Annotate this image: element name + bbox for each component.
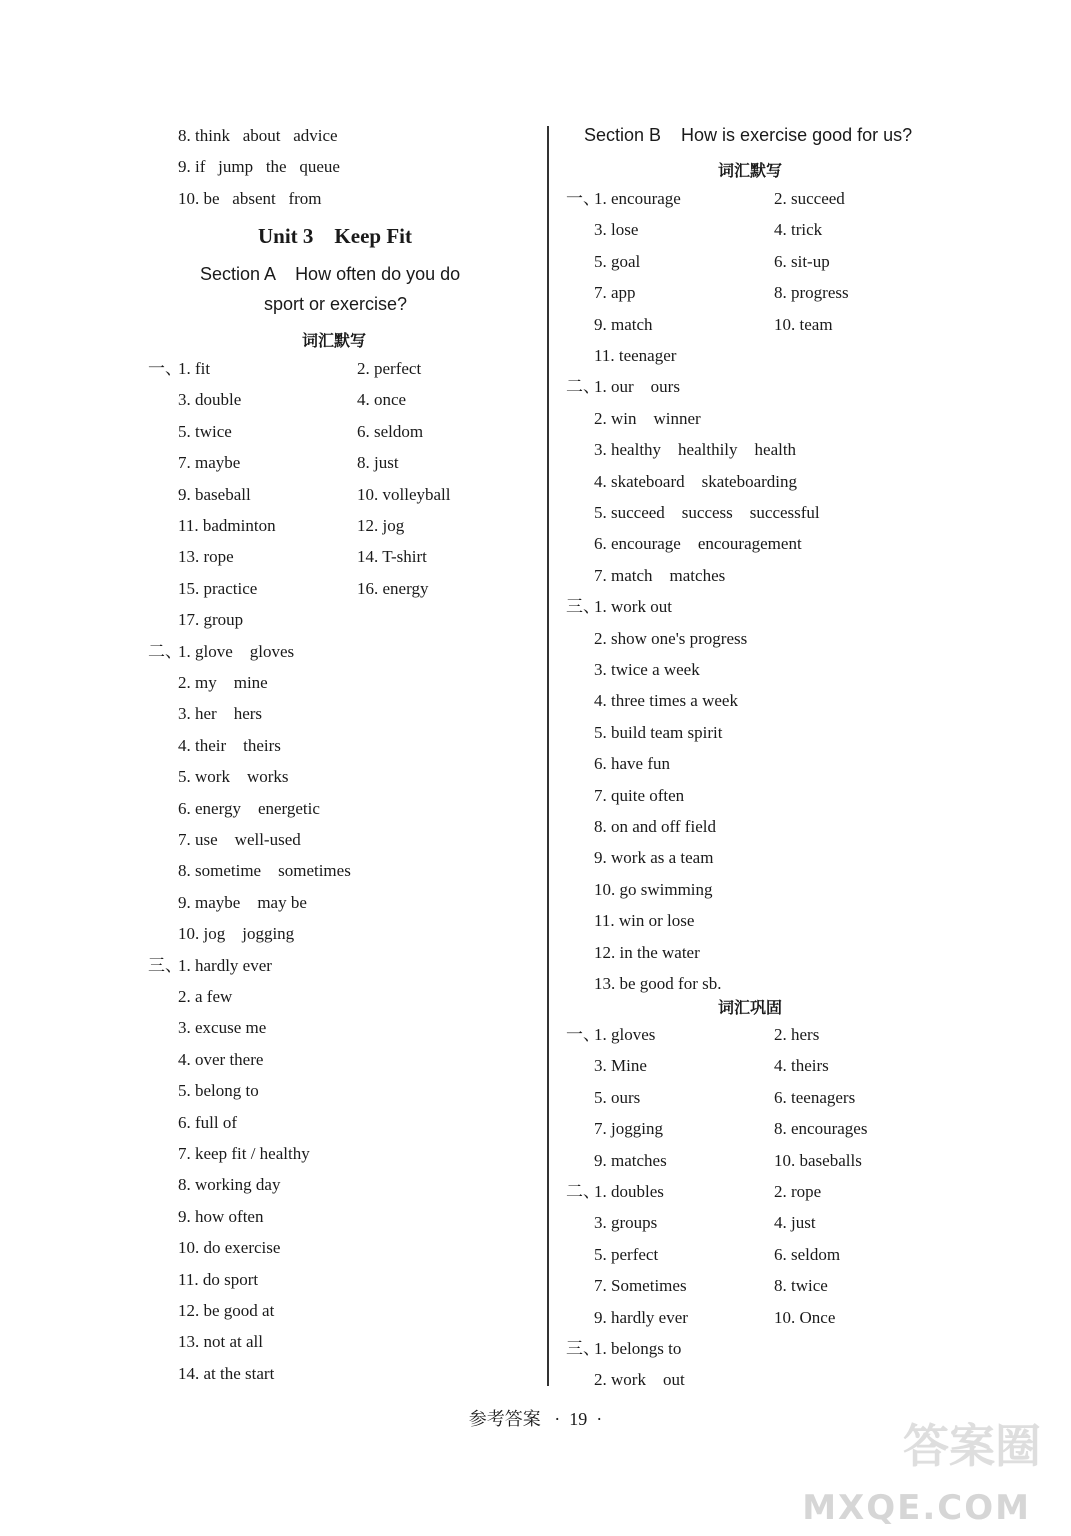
list-item: 6. encourage encouragement	[594, 534, 802, 554]
list-item: 3. twice a week	[594, 660, 700, 679]
list-item: 10. volleyball	[357, 484, 451, 504]
list-item: 6. seldom	[774, 1244, 841, 1264]
footer-dot-right: ·	[596, 1409, 603, 1429]
list-item: 1. fit	[178, 359, 211, 378]
list-item: 13. be good for sb.	[594, 974, 722, 993]
list-item: 3. her hers	[178, 704, 263, 724]
list-item: 10. go swimming	[594, 879, 713, 899]
list-item: 9. maybe may be	[178, 892, 307, 912]
list-item: 2. a few	[178, 987, 233, 1006]
list-item: 3. excuse me	[178, 1018, 267, 1038]
part-label: 二、	[566, 377, 600, 397]
list-item: 10. team	[774, 314, 833, 334]
list-item: 10. be absent from	[178, 188, 322, 208]
section-b-title: Section B How is exercise good for us?	[584, 125, 913, 145]
list-item: 9. hardly ever	[594, 1307, 688, 1327]
list-item: 7. match matches	[594, 565, 726, 585]
vocab-heading: 词汇默写	[302, 331, 367, 350]
list-item: 1. work out	[594, 597, 672, 617]
list-item: 2. work out	[594, 1370, 685, 1390]
list-item: 7. quite often	[594, 785, 685, 805]
list-item: 7. Sometimes	[594, 1276, 687, 1296]
list-item: 5. work works	[178, 767, 289, 787]
list-item: 2. perfect	[357, 359, 422, 378]
list-item: 8. encourages	[774, 1119, 868, 1139]
part-label: 二、	[148, 641, 182, 661]
list-item: 1. gloves	[594, 1025, 656, 1044]
list-item: 11. teenager	[594, 346, 677, 365]
list-item: 7. use well-used	[178, 830, 301, 849]
list-item: 7. app	[594, 283, 636, 303]
list-item: 11. do sport	[178, 1269, 259, 1289]
list-item: 15. practice	[178, 578, 258, 598]
list-item: 8. sometime sometimes	[178, 861, 351, 881]
list-item: 1. encourage	[594, 189, 681, 208]
list-item: 10. baseballs	[774, 1150, 862, 1170]
watermark-logo: 答案圈	[903, 1419, 1041, 1473]
list-item: 1. doubles	[594, 1182, 664, 1201]
list-item: 4. theirs	[774, 1056, 829, 1076]
list-item: 7. keep fit / healthy	[178, 1144, 310, 1163]
list-item: 8. just	[357, 453, 399, 473]
list-item: 4. once	[357, 390, 407, 410]
list-item: 9. if jump the queue	[178, 157, 340, 177]
list-item: 5. twice	[178, 421, 232, 441]
watermark-url: MXQE.COM	[802, 1488, 1031, 1528]
list-item: 2. win winner	[594, 408, 701, 428]
list-item: 8. progress	[774, 283, 849, 303]
list-item: 6. sit-up	[774, 251, 830, 271]
list-item: 8. think about advice	[178, 126, 338, 145]
section-a-title-cont: sport or exercise?	[264, 294, 408, 314]
list-item: 1. belongs to	[594, 1339, 682, 1358]
list-item: 7. jogging	[594, 1119, 663, 1139]
list-item: 4. three times a week	[594, 691, 738, 711]
list-item: 6. seldom	[357, 421, 424, 441]
list-item: 2. show one's progress	[594, 628, 748, 648]
list-item: 2. rope	[774, 1182, 822, 1201]
list-item: 6. energy energetic	[178, 798, 320, 818]
list-item: 9. baseball	[178, 484, 251, 504]
list-item: 9. match	[594, 314, 653, 334]
list-item: 13. rope	[178, 547, 234, 567]
list-item: 4. just	[774, 1213, 816, 1233]
section-a-title: Section A How often do you do	[200, 264, 461, 284]
footer-dot-left: ·	[554, 1409, 561, 1429]
list-item: 3. healthy healthily health	[594, 440, 797, 460]
list-item: 12. jog	[357, 516, 405, 535]
unit-title: Unit 3 Keep Fit	[258, 224, 412, 248]
part-label: 三、	[566, 597, 600, 617]
consolidate-heading: 词汇巩固	[718, 998, 783, 1017]
list-item: 5. perfect	[594, 1244, 659, 1264]
list-item: 4. their theirs	[178, 735, 281, 755]
list-item: 1. glove gloves	[178, 641, 295, 661]
list-item: 17. group	[178, 610, 244, 630]
list-item: 5. goal	[594, 251, 641, 271]
part-label: 一、	[566, 189, 600, 208]
part-label: 一、	[566, 1025, 600, 1044]
footer-label: 参考答案	[468, 1409, 541, 1429]
list-item: 8. twice	[774, 1276, 828, 1296]
list-item: 9. matches	[594, 1150, 667, 1170]
list-item: 3. lose	[594, 220, 639, 240]
list-item: 10. jog jogging	[178, 924, 295, 944]
list-item: 9. how often	[178, 1206, 264, 1226]
list-item: 1. hardly ever	[178, 955, 272, 975]
vocab-heading: 词汇默写	[718, 161, 783, 180]
page-number: 19	[569, 1409, 588, 1429]
list-item: 12. in the water	[594, 942, 700, 962]
list-item: 4. skateboard skateboarding	[594, 471, 797, 491]
column-divider	[547, 126, 549, 1386]
list-item: 3. Mine	[594, 1056, 647, 1076]
list-item: 1. our ours	[594, 377, 680, 397]
list-item: 2. succeed	[774, 189, 845, 208]
list-item: 7. maybe	[178, 453, 241, 473]
list-item: 5. build team spirit	[594, 722, 723, 742]
list-item: 8. on and off field	[594, 817, 716, 836]
list-item: 5. ours	[594, 1087, 641, 1107]
part-label: 三、	[566, 1339, 600, 1358]
list-item: 2. my mine	[178, 673, 268, 692]
list-item: 2. hers	[774, 1025, 820, 1044]
part-label: 一、	[148, 359, 182, 378]
list-item: 8. working day	[178, 1175, 281, 1195]
list-item: 3. groups	[594, 1213, 658, 1233]
list-item: 4. over there	[178, 1049, 264, 1069]
part-label: 三、	[148, 955, 182, 975]
list-item: 11. badminton	[178, 516, 276, 535]
list-item: 11. win or lose	[594, 911, 695, 931]
list-item: 9. work as a team	[594, 848, 714, 868]
list-item: 10. do exercise	[178, 1238, 281, 1258]
list-item: 6. have fun	[594, 754, 671, 774]
list-item: 14. at the start	[178, 1363, 275, 1383]
list-item: 12. be good at	[178, 1301, 275, 1320]
list-item: 6. full of	[178, 1112, 238, 1132]
list-item: 5. succeed success successful	[594, 503, 820, 522]
list-item: 5. belong to	[178, 1081, 259, 1101]
list-item: 3. double	[178, 390, 242, 410]
list-item: 14. T-shirt	[357, 547, 427, 567]
list-item: 13. not at all	[178, 1332, 263, 1352]
list-item: 4. trick	[774, 220, 823, 240]
part-label: 二、	[566, 1182, 600, 1201]
list-item: 16. energy	[357, 578, 429, 598]
list-item: 10. Once	[774, 1307, 836, 1327]
list-item: 6. teenagers	[774, 1087, 856, 1107]
